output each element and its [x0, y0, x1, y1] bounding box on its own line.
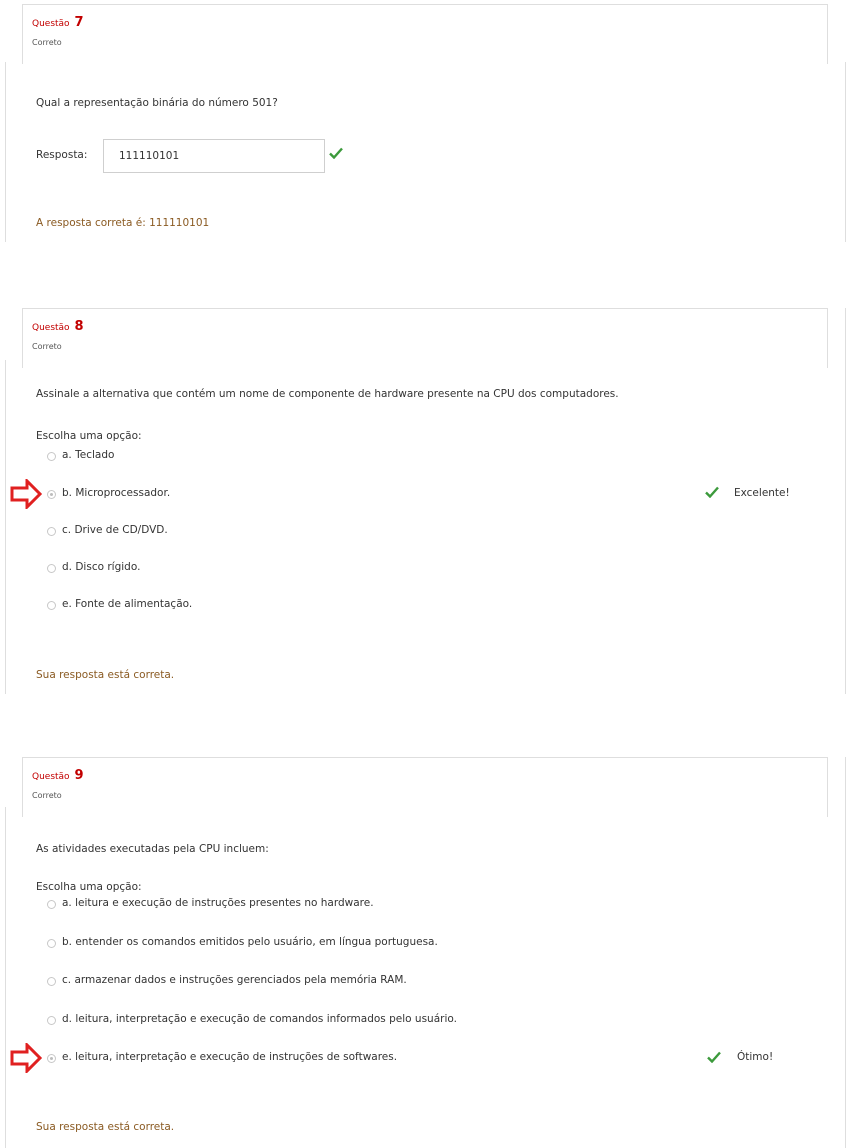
option-radio-d[interactable] [47, 564, 56, 573]
question-text: As atividades executadas pela CPU incluem: [36, 843, 269, 855]
options-prompt: Escolha uma opção: [36, 430, 142, 442]
option-radio-d[interactable] [47, 1016, 56, 1025]
option-b[interactable]: b. entender os comandos emitidos pelo usuário, em língua portuguesa. [62, 936, 438, 948]
question-text: Assinale a alternativa que contém um nome de componente de hardware presente na CPU dos computadores. [36, 388, 619, 400]
option-radio-e[interactable] [47, 601, 56, 610]
divider [845, 308, 846, 694]
divider [5, 360, 6, 694]
question-state: Correto [32, 342, 62, 351]
question-9 [0, 757, 851, 1148]
option-feedback: Ótimo! [737, 1051, 774, 1063]
divider [5, 62, 6, 242]
options-prompt: Escolha uma opção: [36, 881, 142, 893]
option-radio-c[interactable] [47, 527, 56, 536]
option-c[interactable]: c. armazenar dados e instruções gerenciados pela memória RAM. [62, 974, 407, 986]
question-7 [0, 4, 851, 244]
question-8 [0, 308, 851, 698]
option-c[interactable]: c. Drive de CD/DVD. [62, 524, 168, 536]
divider [845, 757, 846, 1148]
option-radio-e[interactable] [47, 1054, 56, 1063]
option-radio-a[interactable] [47, 452, 56, 461]
option-radio-b[interactable] [47, 939, 56, 948]
option-radio-a[interactable] [47, 900, 56, 909]
option-a[interactable]: a. Teclado [62, 449, 115, 461]
question-number: Questão 8 [32, 319, 84, 334]
red-arrow-icon [10, 1043, 42, 1073]
option-radio-b[interactable] [47, 490, 56, 499]
question-state: Correto [32, 38, 62, 47]
feedback-text: A resposta correta é: 111110101 [36, 217, 210, 229]
question-info [22, 757, 828, 817]
question-text: Qual a representação binária do número 501? [36, 97, 278, 109]
option-a[interactable]: a. leitura e execução de instruções presentes no hardware. [62, 897, 374, 909]
option-b[interactable]: b. Microprocessador. [62, 487, 171, 499]
divider [5, 807, 6, 1148]
red-arrow-icon [10, 479, 42, 509]
option-e[interactable]: e. Fonte de alimentação. [62, 598, 193, 610]
option-d[interactable]: d. Disco rígido. [62, 561, 141, 573]
divider [845, 62, 846, 242]
feedback-text: Sua resposta está correta. [36, 1121, 175, 1133]
feedback-text: Sua resposta está correta. [36, 669, 175, 681]
question-info [22, 308, 828, 368]
answer-input[interactable] [103, 139, 325, 173]
option-e[interactable]: e. leitura, interpretação e execução de instruções de softwares. [62, 1051, 398, 1063]
check-icon [707, 1051, 721, 1063]
option-radio-c[interactable] [47, 977, 56, 986]
option-d[interactable]: d. leitura, interpretação e execução de comandos informados pelo usuário. [62, 1013, 457, 1025]
answer-label: Resposta: [36, 149, 88, 161]
option-feedback: Excelente! [734, 487, 790, 499]
question-state: Correto [32, 791, 62, 800]
question-number: Questão 7 [32, 15, 84, 30]
question-info [22, 4, 828, 64]
check-icon [705, 486, 719, 498]
question-number: Questão 9 [32, 768, 84, 783]
check-icon [329, 147, 343, 159]
